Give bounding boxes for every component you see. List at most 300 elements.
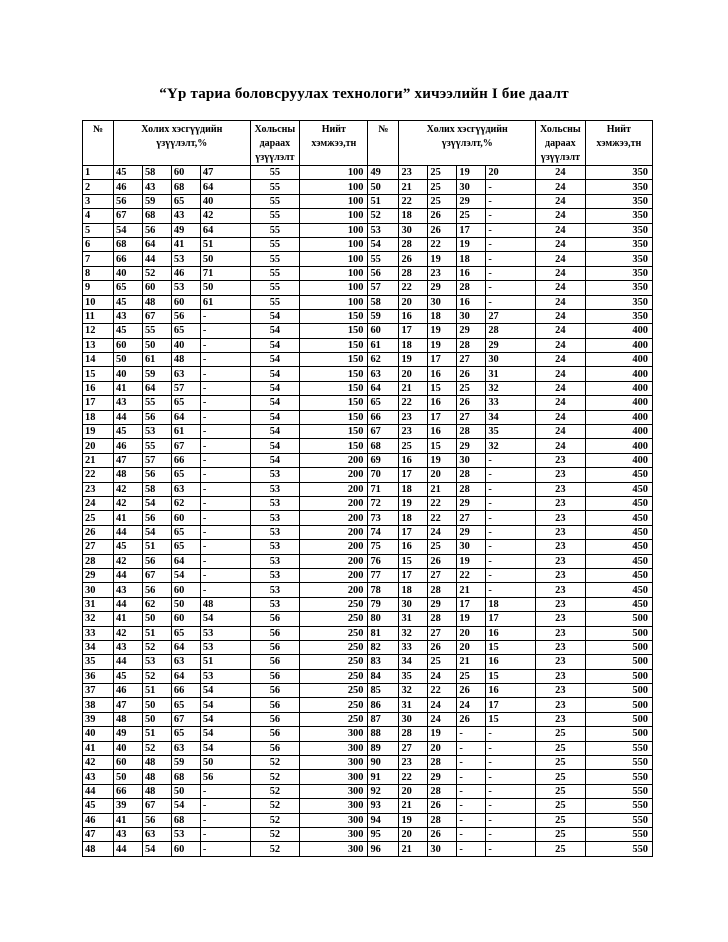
row-number-cell: 89 (368, 741, 399, 755)
mix-part-3-cell: - (457, 842, 486, 856)
mix-part-2-cell: 25 (428, 540, 457, 554)
mix-part-4-cell: 50 (200, 252, 250, 266)
mix-part-3-cell: 68 (171, 813, 200, 827)
mix-part-2-cell: 55 (142, 396, 171, 410)
mix-part-4-cell: 64 (200, 180, 250, 194)
mix-part-3-cell: 21 (457, 583, 486, 597)
after-mixing-value-cell: 23 (536, 453, 586, 467)
mix-part-2-cell: 52 (142, 669, 171, 683)
mix-part-3-cell: - (457, 741, 486, 755)
mix-part-1-cell: 43 (114, 827, 143, 841)
mix-part-2-cell: 29 (428, 597, 457, 611)
total-amount-cell: 350 (585, 166, 652, 180)
mix-part-1-cell: 18 (399, 511, 428, 525)
mix-part-2-cell: 19 (428, 324, 457, 338)
header-after-mixing: Хольсны дараах үзүүлэлт (250, 121, 300, 166)
mix-part-3-cell: 25 (457, 209, 486, 223)
after-mixing-value-cell: 25 (536, 799, 586, 813)
mix-part-2-cell: 54 (142, 842, 171, 856)
after-mixing-value-cell: 23 (536, 568, 586, 582)
after-mixing-value-cell: 23 (536, 496, 586, 510)
after-mixing-value-cell: 54 (250, 381, 300, 395)
mix-part-2-cell: 55 (142, 439, 171, 453)
total-amount-cell: 400 (585, 381, 652, 395)
mix-part-4-cell: - (200, 496, 250, 510)
mix-part-2-cell: 56 (142, 554, 171, 568)
mix-part-2-cell: 21 (428, 482, 457, 496)
mix-part-1-cell: 44 (114, 597, 143, 611)
mix-part-3-cell: 50 (171, 784, 200, 798)
mix-part-1-cell: 68 (114, 237, 143, 251)
mix-part-4-cell: - (486, 511, 536, 525)
after-mixing-value-cell: 24 (536, 252, 586, 266)
header-mix-parts: Холих хэсгүүдийн үзүүлэлт,% (114, 121, 251, 166)
mix-part-1-cell: 44 (114, 655, 143, 669)
row-number-cell: 40 (83, 727, 114, 741)
row-number-cell: 7 (83, 252, 114, 266)
total-amount-cell: 300 (300, 827, 368, 841)
mix-part-3-cell: 61 (171, 425, 200, 439)
mix-part-3-cell: 17 (457, 597, 486, 611)
mix-part-3-cell: 60 (171, 295, 200, 309)
mix-part-1-cell: 23 (399, 166, 428, 180)
mix-part-4-cell: - (200, 827, 250, 841)
mix-part-4-cell: 54 (200, 712, 250, 726)
after-mixing-value-cell: 23 (536, 698, 586, 712)
mix-part-4-cell: 47 (200, 166, 250, 180)
mix-part-3-cell: 60 (171, 612, 200, 626)
total-amount-cell: 300 (300, 799, 368, 813)
table-row (83, 669, 653, 683)
row-number-cell: 51 (368, 194, 399, 208)
assignment-table (82, 120, 653, 857)
mix-part-1-cell: 48 (114, 468, 143, 482)
mix-part-1-cell: 32 (399, 684, 428, 698)
mix-part-1-cell: 26 (399, 252, 428, 266)
mix-part-4-cell: - (486, 741, 536, 755)
mix-part-2-cell: 52 (142, 266, 171, 280)
mix-part-2-cell: 25 (428, 166, 457, 180)
mix-part-4-cell: 15 (486, 712, 536, 726)
mix-part-4-cell: - (486, 813, 536, 827)
after-mixing-value-cell: 53 (250, 525, 300, 539)
mix-part-2-cell: 48 (142, 756, 171, 770)
mix-part-3-cell: 29 (457, 439, 486, 453)
mix-part-2-cell: 52 (142, 741, 171, 755)
table-row (83, 180, 653, 194)
after-mixing-value-cell: 24 (536, 353, 586, 367)
mix-part-3-cell: 64 (171, 669, 200, 683)
total-amount-cell: 200 (300, 583, 368, 597)
mix-part-1-cell: 28 (399, 266, 428, 280)
mix-part-2-cell: 30 (428, 842, 457, 856)
after-mixing-value-cell: 25 (536, 842, 586, 856)
mix-part-3-cell: - (457, 784, 486, 798)
total-amount-cell: 450 (585, 496, 652, 510)
row-number-cell: 76 (368, 554, 399, 568)
row-number-cell: 30 (83, 583, 114, 597)
mix-part-1-cell: 35 (399, 669, 428, 683)
mix-part-3-cell: 19 (457, 166, 486, 180)
after-mixing-value-cell: 24 (536, 367, 586, 381)
after-mixing-value-cell: 23 (536, 684, 586, 698)
mix-part-1-cell: 45 (114, 295, 143, 309)
mix-part-4-cell: - (200, 396, 250, 410)
after-mixing-value-cell: 52 (250, 799, 300, 813)
mix-part-2-cell: 59 (142, 194, 171, 208)
after-mixing-value-cell: 54 (250, 396, 300, 410)
mix-part-3-cell: 67 (171, 439, 200, 453)
mix-part-3-cell: 65 (171, 468, 200, 482)
mix-part-3-cell: - (457, 727, 486, 741)
mix-part-2-cell: 22 (428, 237, 457, 251)
mix-part-3-cell: 66 (171, 684, 200, 698)
mix-part-3-cell: 29 (457, 194, 486, 208)
total-amount-cell: 300 (300, 756, 368, 770)
row-number-cell: 17 (83, 396, 114, 410)
total-amount-cell: 250 (300, 684, 368, 698)
mix-part-2-cell: 64 (142, 381, 171, 395)
mix-part-4-cell: - (200, 338, 250, 352)
after-mixing-value-cell: 23 (536, 712, 586, 726)
after-mixing-value-cell: 23 (536, 540, 586, 554)
mix-part-2-cell: 18 (428, 309, 457, 323)
mix-part-1-cell: 19 (399, 813, 428, 827)
mix-part-2-cell: 67 (142, 309, 171, 323)
table-row (83, 482, 653, 496)
mix-part-3-cell: 26 (457, 396, 486, 410)
mix-part-2-cell: 26 (428, 223, 457, 237)
after-mixing-value-cell: 23 (536, 525, 586, 539)
total-amount-cell: 500 (585, 612, 652, 626)
total-amount-cell: 200 (300, 468, 368, 482)
after-mixing-value-cell: 24 (536, 194, 586, 208)
mix-part-4-cell: 15 (486, 669, 536, 683)
row-number-cell: 67 (368, 425, 399, 439)
mix-part-3-cell: 30 (457, 180, 486, 194)
mix-part-1-cell: 41 (114, 511, 143, 525)
after-mixing-value-cell: 25 (536, 756, 586, 770)
mix-part-4-cell: 32 (486, 439, 536, 453)
mix-part-2-cell: 17 (428, 353, 457, 367)
row-number-cell: 47 (83, 827, 114, 841)
mix-part-2-cell: 56 (142, 468, 171, 482)
row-number-cell: 38 (83, 698, 114, 712)
total-amount-cell: 100 (300, 223, 368, 237)
header-total-amount: Нийт хэмжээ,тн (585, 121, 652, 166)
mix-part-4-cell: - (200, 568, 250, 582)
mix-part-1-cell: 30 (399, 597, 428, 611)
mix-part-3-cell: 25 (457, 381, 486, 395)
mix-part-4-cell: 56 (200, 770, 250, 784)
mix-part-1-cell: 42 (114, 496, 143, 510)
mix-part-1-cell: 21 (399, 799, 428, 813)
total-amount-cell: 400 (585, 425, 652, 439)
after-mixing-value-cell: 52 (250, 813, 300, 827)
mix-part-1-cell: 47 (114, 698, 143, 712)
mix-part-1-cell: 20 (399, 827, 428, 841)
mix-part-1-cell: 50 (114, 353, 143, 367)
total-amount-cell: 350 (585, 180, 652, 194)
mix-part-3-cell: 19 (457, 612, 486, 626)
mix-part-1-cell: 21 (399, 381, 428, 395)
total-amount-cell: 100 (300, 252, 368, 266)
mix-part-2-cell: 48 (142, 770, 171, 784)
mix-part-4-cell: 51 (200, 237, 250, 251)
mix-part-4-cell: - (486, 842, 536, 856)
after-mixing-value-cell: 53 (250, 554, 300, 568)
table-row (83, 194, 653, 208)
mix-part-1-cell: 40 (114, 741, 143, 755)
mix-part-4-cell: 20 (486, 166, 536, 180)
mix-part-1-cell: 17 (399, 525, 428, 539)
row-number-cell: 78 (368, 583, 399, 597)
mix-part-1-cell: 43 (114, 640, 143, 654)
mix-part-2-cell: 67 (142, 799, 171, 813)
mix-part-2-cell: 56 (142, 511, 171, 525)
after-mixing-value-cell: 53 (250, 511, 300, 525)
mix-part-3-cell: - (457, 756, 486, 770)
mix-part-1-cell: 20 (399, 295, 428, 309)
mix-part-4-cell: - (486, 756, 536, 770)
total-amount-cell: 400 (585, 439, 652, 453)
mix-part-1-cell: 44 (114, 842, 143, 856)
mix-part-3-cell: 27 (457, 410, 486, 424)
mix-part-3-cell: 54 (171, 799, 200, 813)
mix-part-3-cell: 28 (457, 338, 486, 352)
mix-part-2-cell: 54 (142, 496, 171, 510)
mix-part-3-cell: 64 (171, 640, 200, 654)
after-mixing-value-cell: 54 (250, 439, 300, 453)
row-number-cell: 11 (83, 309, 114, 323)
mix-part-4-cell: - (486, 799, 536, 813)
mix-part-4-cell: 54 (200, 698, 250, 712)
total-amount-cell: 100 (300, 237, 368, 251)
mix-part-4-cell: - (200, 381, 250, 395)
mix-part-4-cell: 50 (200, 756, 250, 770)
table-row (83, 655, 653, 669)
after-mixing-value-cell: 56 (250, 669, 300, 683)
after-mixing-value-cell: 23 (536, 626, 586, 640)
mix-part-1-cell: 41 (114, 612, 143, 626)
total-amount-cell: 400 (585, 410, 652, 424)
mix-part-2-cell: 22 (428, 511, 457, 525)
mix-part-4-cell: 16 (486, 684, 536, 698)
row-number-cell: 43 (83, 770, 114, 784)
mix-part-4-cell: 51 (200, 655, 250, 669)
mix-part-3-cell: 65 (171, 626, 200, 640)
mix-part-2-cell: 19 (428, 453, 457, 467)
after-mixing-value-cell: 54 (250, 410, 300, 424)
mix-part-3-cell: 21 (457, 655, 486, 669)
after-mixing-value-cell: 56 (250, 727, 300, 741)
table-row (83, 468, 653, 482)
mix-part-3-cell: 65 (171, 525, 200, 539)
row-number-cell: 37 (83, 684, 114, 698)
mix-part-3-cell: 26 (457, 712, 486, 726)
total-amount-cell: 100 (300, 194, 368, 208)
mix-part-4-cell: - (486, 770, 536, 784)
row-number-cell: 73 (368, 511, 399, 525)
row-number-cell: 90 (368, 756, 399, 770)
mix-part-4-cell: - (486, 266, 536, 280)
after-mixing-value-cell: 23 (536, 554, 586, 568)
table-row (83, 684, 653, 698)
mix-part-1-cell: 56 (114, 194, 143, 208)
total-amount-cell: 100 (300, 166, 368, 180)
mix-part-2-cell: 26 (428, 827, 457, 841)
mix-part-3-cell: 24 (457, 698, 486, 712)
mix-part-4-cell: - (486, 237, 536, 251)
mix-part-1-cell: 45 (114, 669, 143, 683)
mix-part-2-cell: 48 (142, 295, 171, 309)
total-amount-cell: 150 (300, 309, 368, 323)
mix-part-3-cell: 66 (171, 453, 200, 467)
after-mixing-value-cell: 24 (536, 281, 586, 295)
row-number-cell: 56 (368, 266, 399, 280)
mix-part-4-cell: - (200, 410, 250, 424)
mix-part-1-cell: 33 (399, 640, 428, 654)
mix-part-1-cell: 46 (114, 439, 143, 453)
mix-part-2-cell: 15 (428, 439, 457, 453)
mix-part-1-cell: 41 (114, 381, 143, 395)
after-mixing-value-cell: 53 (250, 568, 300, 582)
total-amount-cell: 350 (585, 281, 652, 295)
total-amount-cell: 250 (300, 698, 368, 712)
mix-part-2-cell: 19 (428, 727, 457, 741)
mix-part-1-cell: 54 (114, 223, 143, 237)
mix-part-3-cell: 28 (457, 425, 486, 439)
mix-part-2-cell: 28 (428, 612, 457, 626)
mix-part-3-cell: 65 (171, 727, 200, 741)
row-number-cell: 72 (368, 496, 399, 510)
mix-part-2-cell: 53 (142, 425, 171, 439)
mix-part-3-cell: 65 (171, 540, 200, 554)
mix-part-3-cell: 59 (171, 756, 200, 770)
mix-part-4-cell: 33 (486, 396, 536, 410)
mix-part-1-cell: 20 (399, 367, 428, 381)
total-amount-cell: 150 (300, 338, 368, 352)
after-mixing-value-cell: 23 (536, 583, 586, 597)
after-mixing-value-cell: 24 (536, 309, 586, 323)
after-mixing-value-cell: 23 (536, 669, 586, 683)
mix-part-4-cell: - (200, 511, 250, 525)
total-amount-cell: 250 (300, 626, 368, 640)
mix-part-2-cell: 20 (428, 468, 457, 482)
mix-part-4-cell: - (200, 482, 250, 496)
table-row (83, 353, 653, 367)
mix-part-2-cell: 50 (142, 712, 171, 726)
total-amount-cell: 200 (300, 540, 368, 554)
row-number-cell: 81 (368, 626, 399, 640)
mix-part-1-cell: 27 (399, 741, 428, 755)
mix-part-3-cell: 57 (171, 381, 200, 395)
mix-part-2-cell: 27 (428, 626, 457, 640)
mix-part-1-cell: 39 (114, 799, 143, 813)
total-amount-cell: 450 (585, 554, 652, 568)
mix-part-2-cell: 16 (428, 425, 457, 439)
mix-part-3-cell: 17 (457, 223, 486, 237)
after-mixing-value-cell: 56 (250, 612, 300, 626)
row-number-cell: 22 (83, 468, 114, 482)
mix-part-3-cell: 67 (171, 712, 200, 726)
mix-part-2-cell: 29 (428, 770, 457, 784)
mix-part-1-cell: 40 (114, 266, 143, 280)
total-amount-cell: 350 (585, 223, 652, 237)
total-amount-cell: 300 (300, 770, 368, 784)
row-number-cell: 58 (368, 295, 399, 309)
mix-part-3-cell: 22 (457, 568, 486, 582)
mix-part-4-cell: - (486, 281, 536, 295)
after-mixing-value-cell: 23 (536, 640, 586, 654)
row-number-cell: 60 (368, 324, 399, 338)
mix-part-2-cell: 24 (428, 712, 457, 726)
row-number-cell: 94 (368, 813, 399, 827)
after-mixing-value-cell: 23 (536, 511, 586, 525)
mix-part-1-cell: 16 (399, 453, 428, 467)
mix-part-3-cell: 43 (171, 209, 200, 223)
after-mixing-value-cell: 54 (250, 453, 300, 467)
mix-part-3-cell: 26 (457, 367, 486, 381)
mix-part-2-cell: 29 (428, 281, 457, 295)
mix-part-1-cell: 16 (399, 309, 428, 323)
mix-part-4-cell: 15 (486, 640, 536, 654)
table-body (83, 166, 653, 857)
row-number-cell: 53 (368, 223, 399, 237)
row-number-cell: 16 (83, 381, 114, 395)
mix-part-3-cell: 53 (171, 281, 200, 295)
mix-part-4-cell: 54 (200, 741, 250, 755)
after-mixing-value-cell: 54 (250, 367, 300, 381)
mix-part-3-cell: 40 (171, 338, 200, 352)
table-row (83, 295, 653, 309)
mix-part-4-cell: 28 (486, 324, 536, 338)
mix-part-3-cell: 63 (171, 655, 200, 669)
row-number-cell: 13 (83, 338, 114, 352)
mix-part-1-cell: 60 (114, 756, 143, 770)
after-mixing-value-cell: 56 (250, 626, 300, 640)
mix-part-1-cell: 18 (399, 338, 428, 352)
total-amount-cell: 200 (300, 453, 368, 467)
mix-part-2-cell: 20 (428, 741, 457, 755)
mix-part-2-cell: 48 (142, 784, 171, 798)
mix-part-3-cell: 68 (171, 180, 200, 194)
mix-part-2-cell: 52 (142, 640, 171, 654)
row-number-cell: 61 (368, 338, 399, 352)
table-row (83, 410, 653, 424)
mix-part-1-cell: 18 (399, 583, 428, 597)
mix-part-1-cell: 42 (114, 626, 143, 640)
mix-part-2-cell: 43 (142, 180, 171, 194)
page-title: “Үр тариа боловсруулах технологи” хичээлийн I бие даалт (159, 86, 569, 102)
mix-part-1-cell: 32 (399, 626, 428, 640)
mix-part-3-cell: 27 (457, 353, 486, 367)
mix-part-2-cell: 26 (428, 554, 457, 568)
mix-part-2-cell: 28 (428, 784, 457, 798)
total-amount-cell: 200 (300, 511, 368, 525)
mix-part-1-cell: 21 (399, 180, 428, 194)
row-number-cell: 48 (83, 842, 114, 856)
after-mixing-value-cell: 24 (536, 439, 586, 453)
mix-part-4-cell: 17 (486, 612, 536, 626)
mix-part-3-cell: 49 (171, 223, 200, 237)
after-mixing-value-cell: 24 (536, 209, 586, 223)
total-amount-cell: 500 (585, 669, 652, 683)
total-amount-cell: 450 (585, 482, 652, 496)
row-number-cell: 20 (83, 439, 114, 453)
mix-part-4-cell: 61 (200, 295, 250, 309)
row-number-cell: 18 (83, 410, 114, 424)
